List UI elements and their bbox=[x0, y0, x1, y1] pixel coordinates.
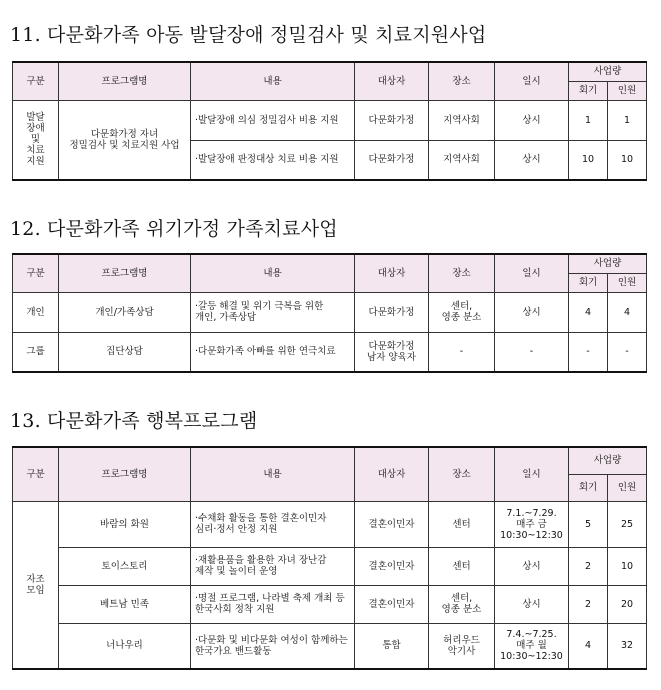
table-row bbox=[13, 292, 647, 332]
cell-program: 다문화가정 자녀 정밀검사 및 치료지원 사업 bbox=[59, 100, 191, 180]
cell-date: 상시 bbox=[495, 292, 569, 332]
cell-content: ·발달장애 의심 정밀검사 비용 지원 bbox=[191, 100, 355, 140]
cell-place: 지역사회 bbox=[429, 140, 495, 180]
cell-program: 개인/가족상담 bbox=[59, 292, 191, 332]
cell-people: 10 bbox=[608, 547, 647, 585]
cell-program: 토이스토리 bbox=[59, 547, 191, 585]
cell-target: 통합 bbox=[355, 623, 429, 669]
cell-content: ·수채화 활동을 통한 결혼이민자 심리·정서 안정 지원 bbox=[191, 501, 355, 547]
cell-people: 1 bbox=[608, 100, 647, 140]
header-people: 인원 bbox=[608, 81, 647, 100]
cell-target: 다문화가정 bbox=[355, 292, 429, 332]
table-row bbox=[13, 100, 647, 140]
cell-content: ·재활용품을 활용한 자녀 장난감 제작 및 놀이터 운영 bbox=[191, 547, 355, 585]
cell-target: 다문화가정 bbox=[355, 100, 429, 140]
cell-date: 상시 bbox=[495, 585, 569, 623]
header-content: 내용 bbox=[191, 62, 355, 100]
cell-people: - bbox=[608, 332, 647, 372]
header-place: 장소 bbox=[429, 447, 495, 501]
cell-program: 베트남 민족 bbox=[59, 585, 191, 623]
header-place: 장소 bbox=[429, 254, 495, 292]
header-target: 대상자 bbox=[355, 447, 429, 501]
header-category: 구분 bbox=[13, 62, 59, 100]
table-row bbox=[13, 547, 647, 585]
header-sessions: 회기 bbox=[569, 81, 608, 100]
section-11-title: 11. 다문화가족 아동 발달장애 정밀검사 및 치료지원사업 bbox=[10, 24, 487, 46]
cell-sessions: - bbox=[569, 332, 608, 372]
cell-content: ·발달장애 판정대상 치료 비용 지원 bbox=[191, 140, 355, 180]
cell-content: ·갈등 해결 및 위기 극복을 위한 개인, 가족상담 bbox=[191, 292, 355, 332]
section-12-title: 12. 다문화가족 위기가정 가족치료사업 bbox=[10, 218, 338, 240]
cell-target: 다문화가정 bbox=[355, 140, 429, 180]
cell-place: 센터 bbox=[429, 547, 495, 585]
cell-date: 7.4.~7.25. 매주 월 10:30~12:30 bbox=[495, 623, 569, 669]
section-13-title: 13. 다문화가족 행복프로그램 bbox=[10, 410, 258, 432]
cell-place: 허리우드 악기사 bbox=[429, 623, 495, 669]
cell-sessions: 1 bbox=[569, 100, 608, 140]
header-date: 일시 bbox=[495, 254, 569, 292]
cell-date: - bbox=[495, 332, 569, 372]
table-row bbox=[13, 585, 647, 623]
table-section-13 bbox=[12, 446, 647, 670]
cell-date: 상시 bbox=[495, 100, 569, 140]
cell-content: ·다문화 및 비다문화 여성이 함께하는 한국가요 밴드활동 bbox=[191, 623, 355, 669]
cell-date: 상시 bbox=[495, 547, 569, 585]
cell-sessions: 10 bbox=[569, 140, 608, 180]
header-people: 인원 bbox=[608, 474, 647, 501]
cell-sessions: 2 bbox=[569, 547, 608, 585]
cell-target: 결혼이민자 bbox=[355, 547, 429, 585]
header-target: 대상자 bbox=[355, 62, 429, 100]
cell-place: 센터 bbox=[429, 501, 495, 547]
cell-category: 그룹 bbox=[13, 332, 59, 372]
header-content: 내용 bbox=[191, 447, 355, 501]
cell-sessions: 4 bbox=[569, 292, 608, 332]
header-program: 프로그램명 bbox=[59, 254, 191, 292]
cell-place: 지역사회 bbox=[429, 100, 495, 140]
header-sessions: 회기 bbox=[569, 474, 608, 501]
header-program: 프로그램명 bbox=[59, 62, 191, 100]
cell-program: 바람의 화원 bbox=[59, 501, 191, 547]
table-row bbox=[13, 332, 647, 372]
table-row bbox=[13, 501, 647, 547]
cell-people: 32 bbox=[608, 623, 647, 669]
cell-sessions: 4 bbox=[569, 623, 608, 669]
cell-place: 센터, 영종 분소 bbox=[429, 292, 495, 332]
cell-content: ·명절 프로그램, 나라별 축제 개최 등 한국사회 정착 지원 bbox=[191, 585, 355, 623]
header-sessions: 회기 bbox=[569, 273, 608, 292]
cell-people: 10 bbox=[608, 140, 647, 180]
cell-place: - bbox=[429, 332, 495, 372]
header-date: 일시 bbox=[495, 447, 569, 501]
cell-program: 너나우리 bbox=[59, 623, 191, 669]
cell-category: 자조 모임 bbox=[13, 501, 59, 669]
cell-people: 20 bbox=[608, 585, 647, 623]
cell-program: 집단상담 bbox=[59, 332, 191, 372]
cell-content: ·다문화가족 아빠를 위한 연극치료 bbox=[191, 332, 355, 372]
header-category: 구분 bbox=[13, 447, 59, 501]
cell-target: 결혼이민자 bbox=[355, 501, 429, 547]
cell-place: 센터, 영종 분소 bbox=[429, 585, 495, 623]
table-section-11 bbox=[12, 61, 647, 181]
header-people: 인원 bbox=[608, 273, 647, 292]
cell-target: 결혼이민자 bbox=[355, 585, 429, 623]
cell-sessions: 2 bbox=[569, 585, 608, 623]
cell-people: 4 bbox=[608, 292, 647, 332]
header-category: 구분 bbox=[13, 254, 59, 292]
table-section-12 bbox=[12, 253, 647, 373]
cell-sessions: 5 bbox=[569, 501, 608, 547]
header-place: 장소 bbox=[429, 62, 495, 100]
header-program: 프로그램명 bbox=[59, 447, 191, 501]
cell-people: 25 bbox=[608, 501, 647, 547]
header-volume: 사업량 bbox=[569, 447, 647, 474]
header-target: 대상자 bbox=[355, 254, 429, 292]
cell-date: 7.1.~7.29. 매주 금 10:30~12:30 bbox=[495, 501, 569, 547]
header-content: 내용 bbox=[191, 254, 355, 292]
cell-date: 상시 bbox=[495, 140, 569, 180]
header-date: 일시 bbox=[495, 62, 569, 100]
cell-target: 다문화가정 남자 양육자 bbox=[355, 332, 429, 372]
cell-category: 발달 장애 및 치료 지원 bbox=[13, 100, 59, 180]
header-volume: 사업량 bbox=[569, 254, 647, 273]
table-row bbox=[13, 623, 647, 669]
header-volume: 사업량 bbox=[569, 62, 647, 81]
cell-category: 개인 bbox=[13, 292, 59, 332]
